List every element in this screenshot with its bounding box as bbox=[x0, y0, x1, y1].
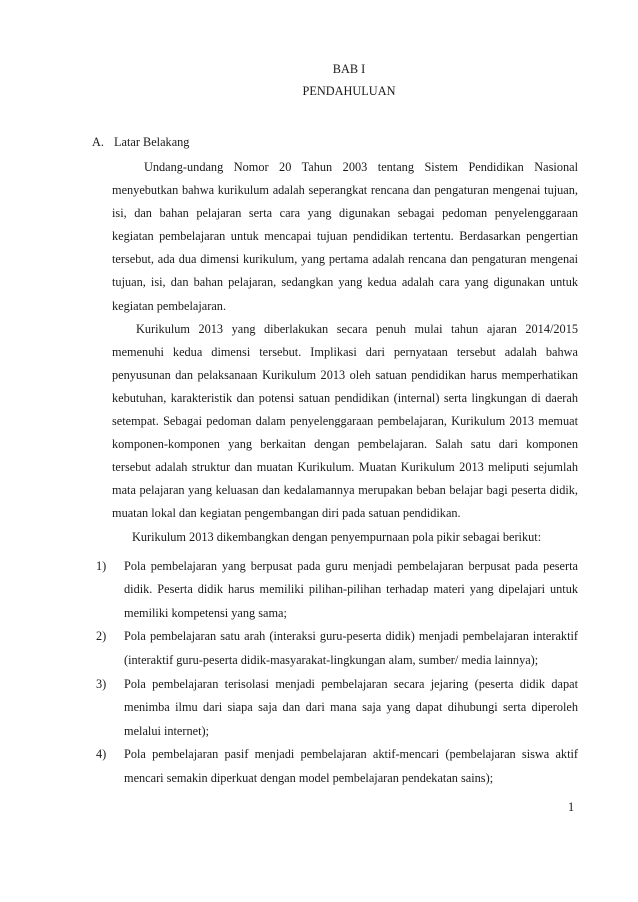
chapter-label: BAB I bbox=[332, 62, 366, 76]
list-text: Pola pembelajaran yang berpusat pada guru menjadi pembelajaran berpusat pada peserta didik. Peserta didik harus memiliki pilihan-pilihan terhadap materi yang dipelajari untuk memiliki kompetensi yang sama; bbox=[124, 558, 578, 620]
list-item bbox=[96, 743, 578, 790]
list-number: 4) bbox=[96, 747, 107, 762]
pattern-list bbox=[96, 555, 578, 791]
list-text: Pola pembelajaran satu arah (interaksi guru-peserta didik) menjadi pembelajaran interaktif (interaktif guru-peserta didik-masyarakat-lingkungan alam, sumber/ media lainnya); bbox=[124, 629, 578, 667]
paragraph: Kurikulum 2013 dikembangkan dengan penyempurnaan pola pikir sebagai berikut: bbox=[132, 529, 542, 544]
section-marker: A. bbox=[92, 135, 104, 149]
list-text: Pola pembelajaran terisolasi menjadi pembelajaran secara jejaring (peserta didik dapat menimba ilmu dari siapa saja dan dari mana saja yang dapat dihubungi serta diperoleh melalui internet); bbox=[124, 676, 578, 738]
section-title: Latar Belakang bbox=[114, 135, 190, 149]
section-heading bbox=[92, 135, 189, 150]
chapter-title: PENDAHULUAN bbox=[302, 84, 396, 98]
list-number: 1) bbox=[96, 558, 107, 573]
paragraph: Kurikulum 2013 yang diberlakukan secara penuh mulai tahun ajaran 2014/2015 memenuhi kedua dimensi tersebut. Implikasi dari pernyataan tersebut adalah bahwa penyusunan dan pelaksanaan Kurikulum 2013 oleh satuan pendidikan harus memperhatikan kebutuhan, karakteristik dan potensi satuan pendidikan (internal) serta lingkungan di daerah setempat. Sebagai pedoman dalam penyelenggaraan pembelajaran, Kurikulum 2013 memuat komponen-komponen yang berkaitan dengan pembelajaran. Salah satu dari komponen tersebut adalah struktur dan muatan Kurikulum. Muatan Kurikulum 2013 meliputi sejumlah mata pelajaran yang keluasan dan kedalamannya merupakan beban belajar bagi peserta didik, muatan lokal dan kegiatan pengembangan diri pada satuan pendidikan. bbox=[112, 321, 578, 521]
list-item bbox=[96, 625, 578, 672]
list-number: 2) bbox=[96, 629, 107, 644]
page-number: 1 bbox=[568, 800, 575, 814]
body-text bbox=[96, 156, 578, 791]
list-text: Pola pembelajaran pasif menjadi pembelajaran aktif-mencari (pembelajaran siswa aktif mencari semakin diperkuat dengan model pembelajaran pendekatan sains); bbox=[124, 747, 578, 785]
list-item bbox=[96, 673, 578, 744]
paragraph: Undang-undang Nomor 20 Tahun 2003 tentang Sistem Pendidikan Nasional menyebutkan bahwa kurikulum adalah seperangkat rencana dan pengaturan mengenai tujuan, isi, dan bahan pelajaran serta cara yang digunakan sebagai pedoman penyelenggaraan kegiatan pembelajaran untuk mencapai tujuan pendidikan tertentu. Berdasarkan pengertian tersebut, ada dua dimensi kurikulum, yang pertama adalah rencana dan pengaturan mengenai tujuan, isi, dan bahan pelajaran, sedangkan yang kedua adalah cara yang digunakan untuk kegiatan pembelajaran. bbox=[112, 160, 578, 313]
list-number: 3) bbox=[96, 676, 107, 691]
list-item bbox=[96, 555, 578, 626]
